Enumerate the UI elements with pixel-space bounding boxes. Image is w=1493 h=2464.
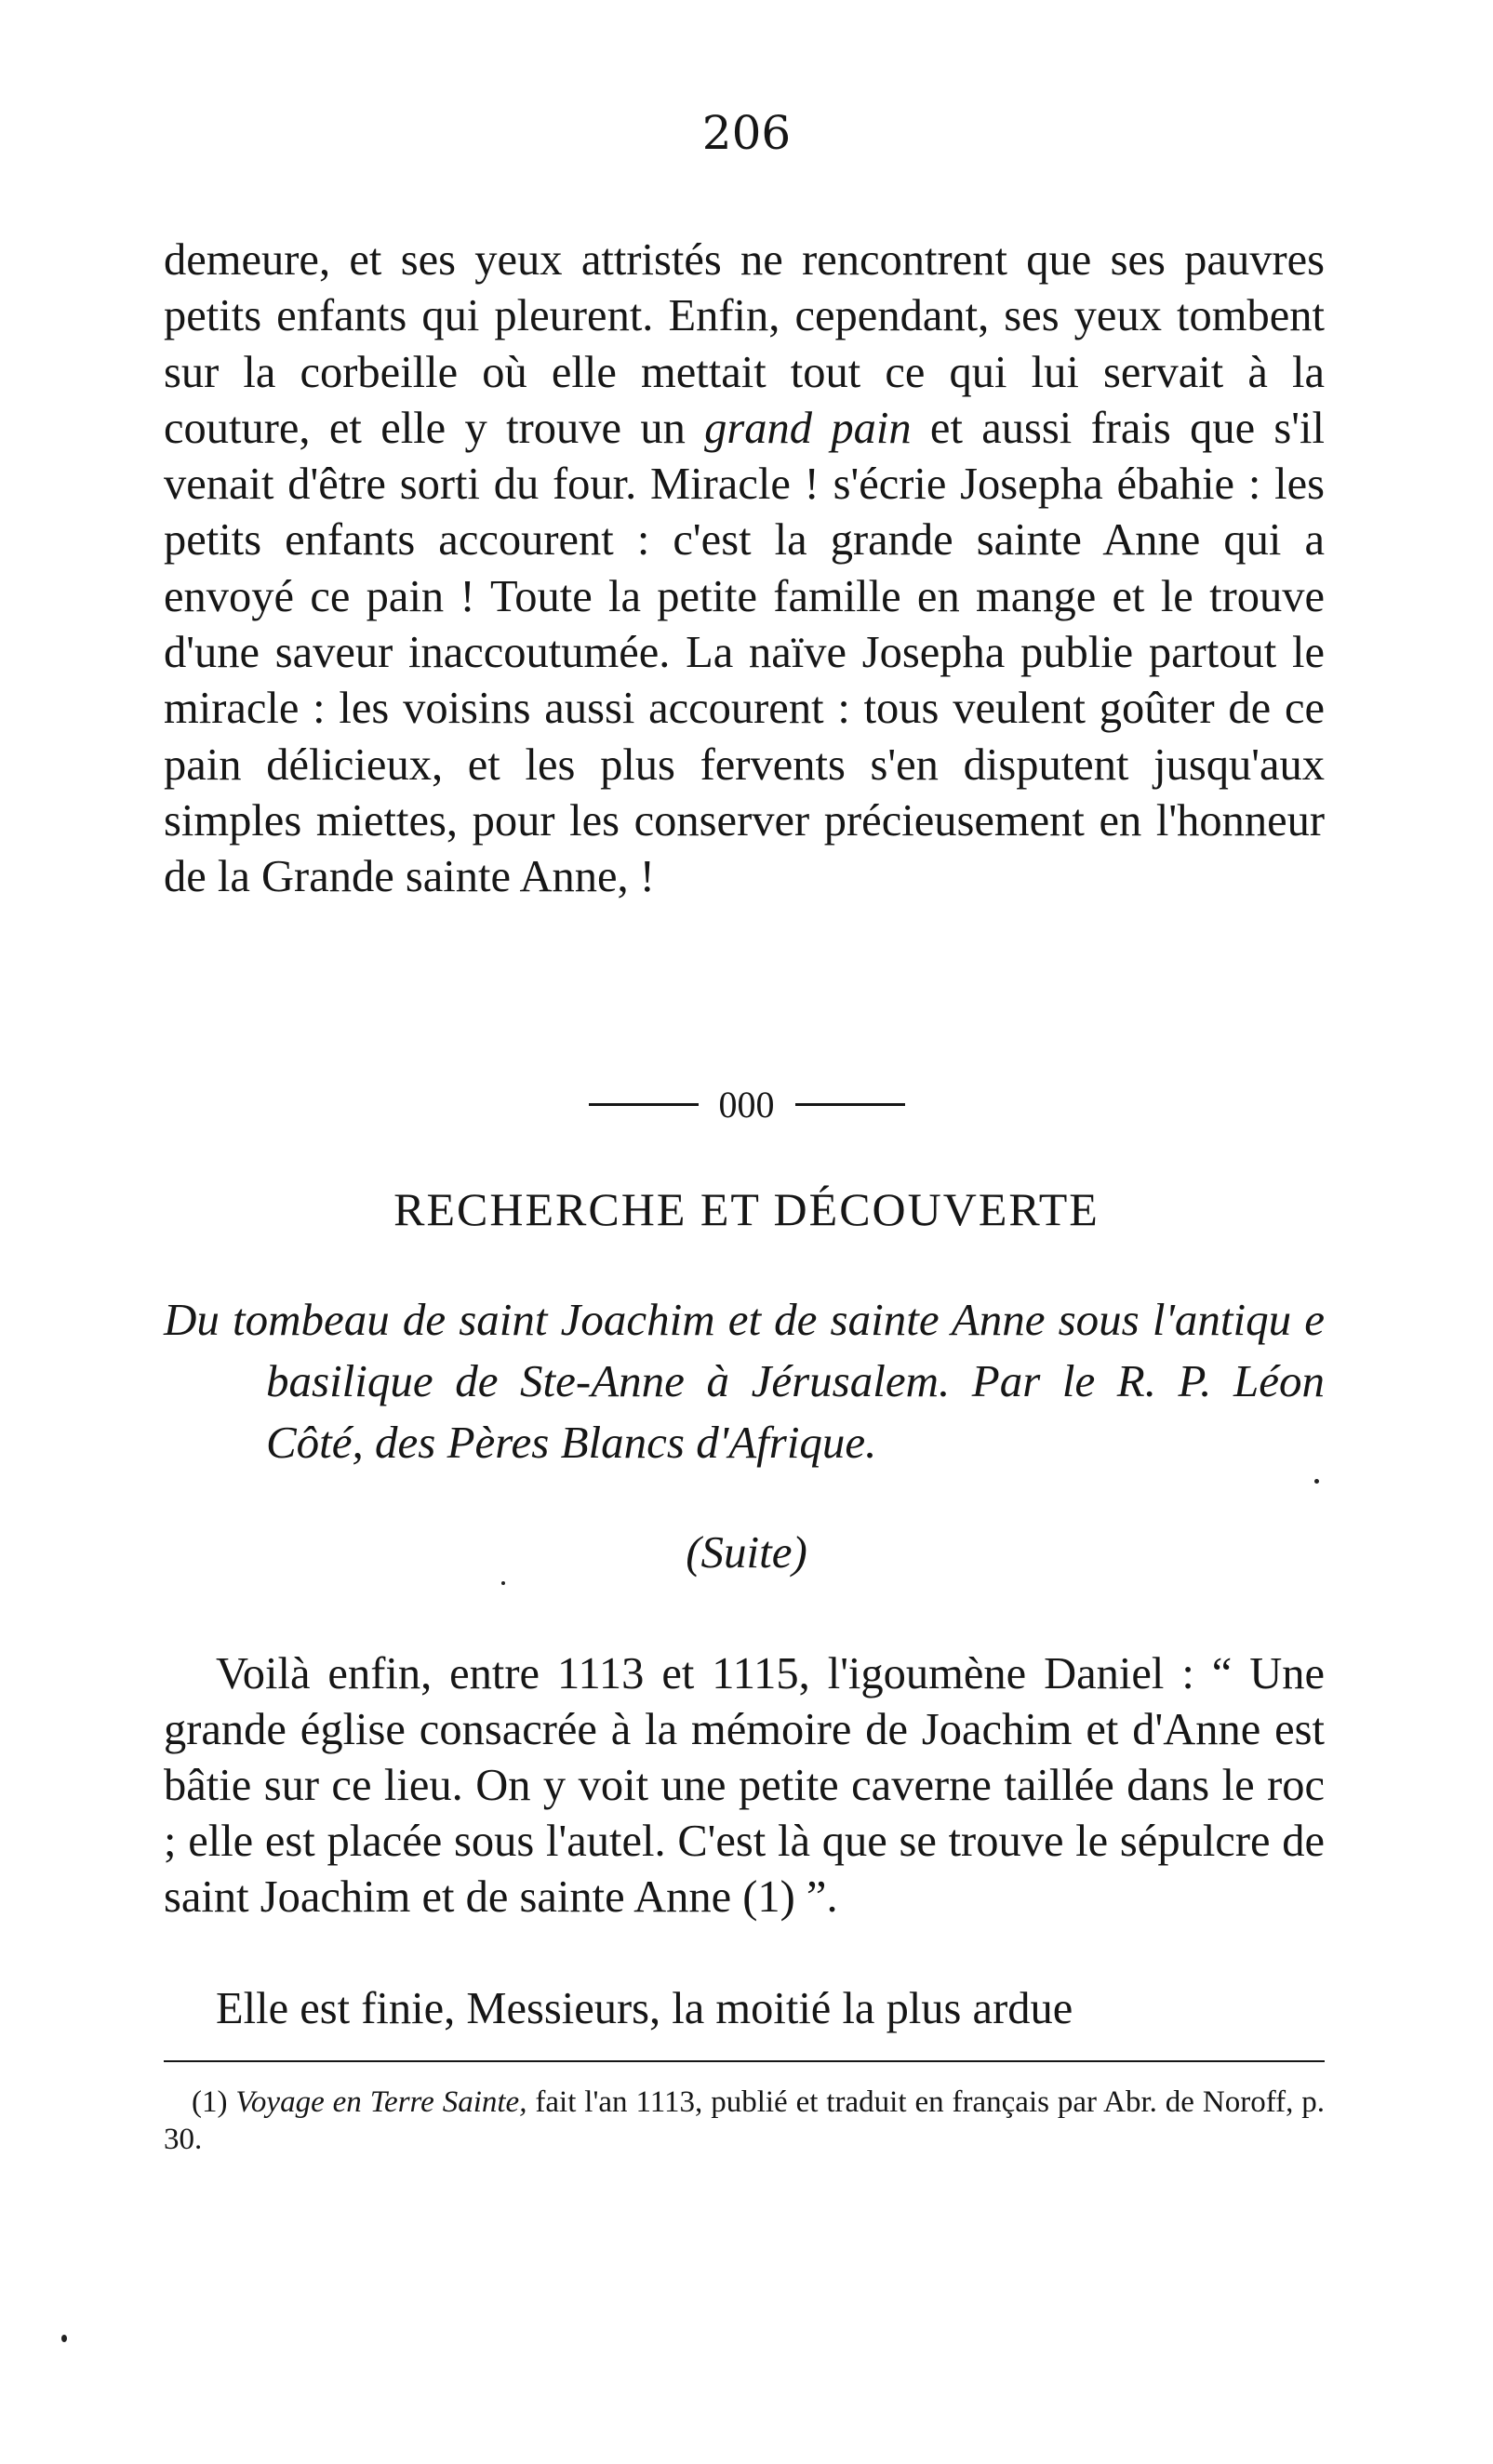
footnote-rule xyxy=(164,2060,1325,2062)
footnote-text: fait l'an 1113, publié et traduit en français par Abr. de Noroff, p. 30. xyxy=(164,2085,1326,2156)
paragraph-daniel: Voilà enfin, entre 1113 et 1115, l'igoumène Daniel : “ Une grande église consacrée à la mémoire de Joachim et d'Anne est bâtie sur ce lieu. On y voit une petite caverne taillée dans le roc ; elle est placée sous l'autel. C'est là que se trouve le sépulcre de saint Joachim et de sainte Anne (1) ”. xyxy=(164,1649,1325,1922)
page-number: 206 xyxy=(701,106,792,160)
footnote xyxy=(164,2084,1325,2158)
section-subtitle: Du tombeau de saint Joachim et de sainte Anne sous l'antiqu e basilique de Ste-Anne à Jérusalem. Par le R. P. Léon Côté, des Pères Blancs d'Afrique. xyxy=(164,1294,1325,1468)
paragraph-conclusion: Elle est finie, Messieurs, la moitié la plus ardue xyxy=(216,1984,1073,2033)
separator-rule-right xyxy=(795,1103,905,1106)
footnote-title: Voyage en Terre Sainte, xyxy=(235,2085,527,2119)
footnote-marker: (1) xyxy=(192,2085,236,2119)
section-separator xyxy=(0,1083,1493,1126)
paragraph-miracle-italic: grand pain xyxy=(704,403,912,453)
separator-mark: 000 xyxy=(718,1084,775,1125)
paragraph-miracle-text-a: demeure, et ses yeux attristés ne rencontrent que ses pauvres petits enfants qui pleurent. Enfin, cependant, ses yeux tombent sur la corbeille où elle mettait tout ce qui lui servait à la couture, et elle y trouve un xyxy=(164,235,1325,453)
print-speck xyxy=(501,1581,505,1585)
paragraph-miracle xyxy=(164,233,1325,906)
section-title: RECHERCHE ET DÉCOUVERTE xyxy=(393,1183,1100,1235)
print-speck xyxy=(1314,1479,1319,1484)
separator-rule-left xyxy=(589,1103,699,1106)
continuation-label: (Suite) xyxy=(686,1526,807,1578)
paragraph-miracle-text-b: et aussi frais que s'il venait d'être sorti du four. Miracle ! s'écrie Josepha ébahie : les petits enfants accourent : c'est la grande sainte Anne qui a envoyé ce pain ! Toute la petite famille en mange et le trouve d'une saveur inaccoutumée. La naïve Josepha publie partout le miracle : les voisins aussi accourent : tous veulent goûter de ce pain délicieux, et les plus fervents s'en disputent jusqu'aux simples miettes, pour les conserver précieusement en l'honneur de la Grande sainte Anne, ! xyxy=(164,403,1325,902)
print-speck xyxy=(61,2335,67,2342)
